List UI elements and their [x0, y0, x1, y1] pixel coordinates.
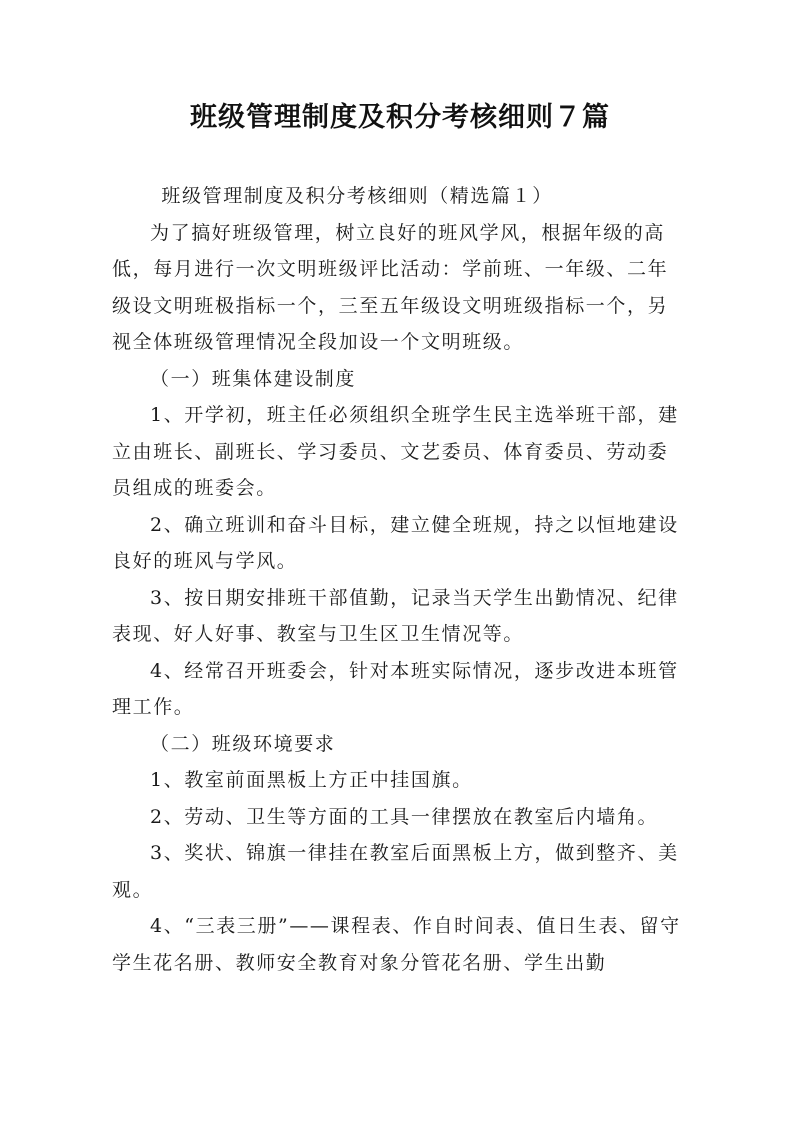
section2-item: 2、劳动、卫生等方面的工具一律摆放在教室后内墙角。 [150, 805, 659, 828]
document-subtitle: 班级管理制度及积分考核细则（精选篇１） [161, 185, 553, 207]
section1-item: 3、按日期安排班干部值勤，记录当天学生出勤情况、纪律表现、好人好事、教室与卫生区卫生情况等。 [112, 586, 679, 645]
intro-paragraph: 为了搞好班级管理，树立良好的班风学风，根据年级的高低，每月进行一次文明班级评比活动：学前班、一年级、二年级设文明班极指标一个，三至五年级设文明班级指标一个，另视全体班级管理情况全段加设一个文明班级。 [112, 221, 669, 353]
section2-item: 4、“三表三册”——课程表、作自时间表、值日生表、留守学生花名册、教师安全教育对象分管花名册、学生出勤 [112, 915, 681, 974]
section2-item: 1、教室前面黑板上方正中挂国旗。 [150, 769, 473, 791]
document-title: 班级管理制度及积分考核细则７篇 [190, 102, 610, 133]
section1-item: 2、确立班训和奋斗目标，建立健全班规，持之以恒地建设良好的班风与学风。 [112, 513, 679, 572]
section-heading-1: （一）班集体建设制度 [150, 367, 357, 390]
section1-item: 1、开学初，班主任必须组织全班学生民主选举班干部，建立由班长、副班长、学习委员、文艺委员、体育委员、劳动委员组成的班委会。 [112, 404, 679, 499]
section1-item: 4、经常召开班委会，针对本班实际情况，逐步改进本班管理工作。 [112, 659, 679, 718]
section-heading-2: （二）班级环境要求 [150, 732, 336, 755]
section2-item: 3、奖状、锦旗一律挂在教室后面黑板上方，做到整齐、美观。 [112, 842, 679, 901]
document-body [112, 178, 688, 981]
